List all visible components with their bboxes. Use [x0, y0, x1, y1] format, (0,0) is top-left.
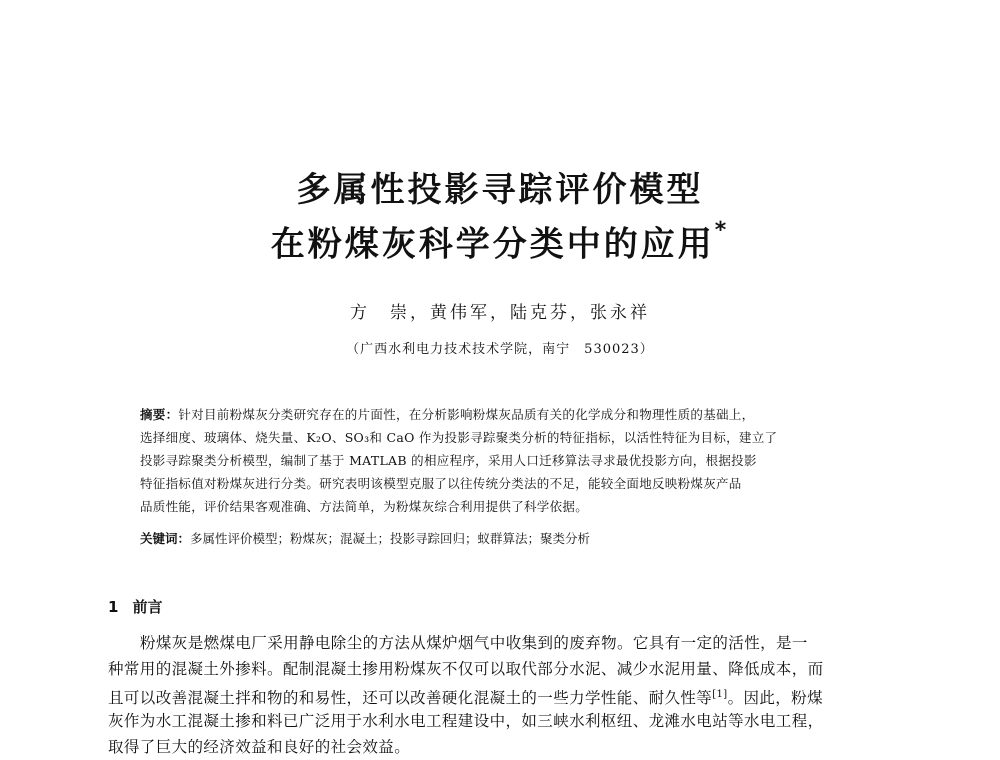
keywords [140, 527, 875, 550]
body-line [108, 682, 908, 708]
abstract-line: 选择细度、玻璃体、烧失量、K₂O、SO₃和 CaO 作为投影寻踪聚类分析的特征指标，以活性特征为目标，建立了 [140, 430, 778, 445]
body-line-text-end: 。因此，粉煤 [727, 689, 823, 708]
author-affiliation: （广西水利电力技术技术学院，南宁 530023） [346, 342, 654, 357]
body-line-text: 且可以改善混凝土拌和物的和易性，还可以改善硬化混凝土的一些力学性能、耐久性等 [108, 689, 713, 708]
funding-footnote-mark: * [714, 218, 730, 243]
abstract-label: 摘要： [140, 407, 179, 422]
abstract-line [140, 403, 875, 426]
keywords-text: 多属性评价模型；粉煤灰；混凝土；投影寻踪回归；蚁群算法；聚类分析 [190, 531, 591, 546]
body-line: 粉煤灰是燃煤电厂采用静电除尘的方法从煤炉烟气中收集到的废弃物。它具有一定的活性，是一 [140, 634, 808, 652]
section-heading [108, 596, 162, 617]
citation-reference[interactable]: [1] [712, 689, 728, 700]
abstract [140, 403, 875, 518]
body-line: 取得了巨大的经济效益和良好的社会效益。 [108, 738, 411, 756]
section-body [108, 630, 908, 760]
abstract-line: 品质性能，评价结果客观准确、方法简单，为粉煤灰综合利用提供了科学依据。 [140, 499, 589, 514]
paper-title-line-1: 多属性投影寻踪评价模型 [296, 170, 704, 210]
paper-title-line-2 [0, 217, 1000, 264]
abstract-text: 针对目前粉煤灰分类研究存在的片面性，在分析影响粉煤灰品质有关的化学成分和物理性质的基础上， [178, 407, 755, 422]
body-line: 灰作为水工混凝土掺和料已广泛用于水利水电工程建设中，如三峡水利枢纽、龙滩水电站等水电工程， [108, 712, 824, 730]
section-title: 前言 [132, 598, 163, 616]
paper-title-line-2-text: 在粉煤灰科学分类中的应用 [270, 224, 715, 265]
abstract-line: 投影寻踪聚类分析模型，编制了基于 MATLAB 的相应程序，采用人口迁移算法寻求最优投影方向，根据投影 [140, 453, 757, 468]
abstract-line: 特征指标值对粉煤灰进行分类。研究表明该模型克服了以往传统分类法的不足，能较全面地反映粉煤灰产品 [140, 476, 742, 491]
keywords-label: 关键词： [140, 531, 191, 546]
author-list: 方 崇，黄伟军，陆克芬，张永祥 [350, 303, 650, 323]
section-number: 1 [108, 598, 119, 616]
body-line: 种常用的混凝土外掺料。配制混凝土掺用粉煤灰不仅可以取代部分水泥、减少水泥用量、降低成本，而 [108, 660, 824, 678]
